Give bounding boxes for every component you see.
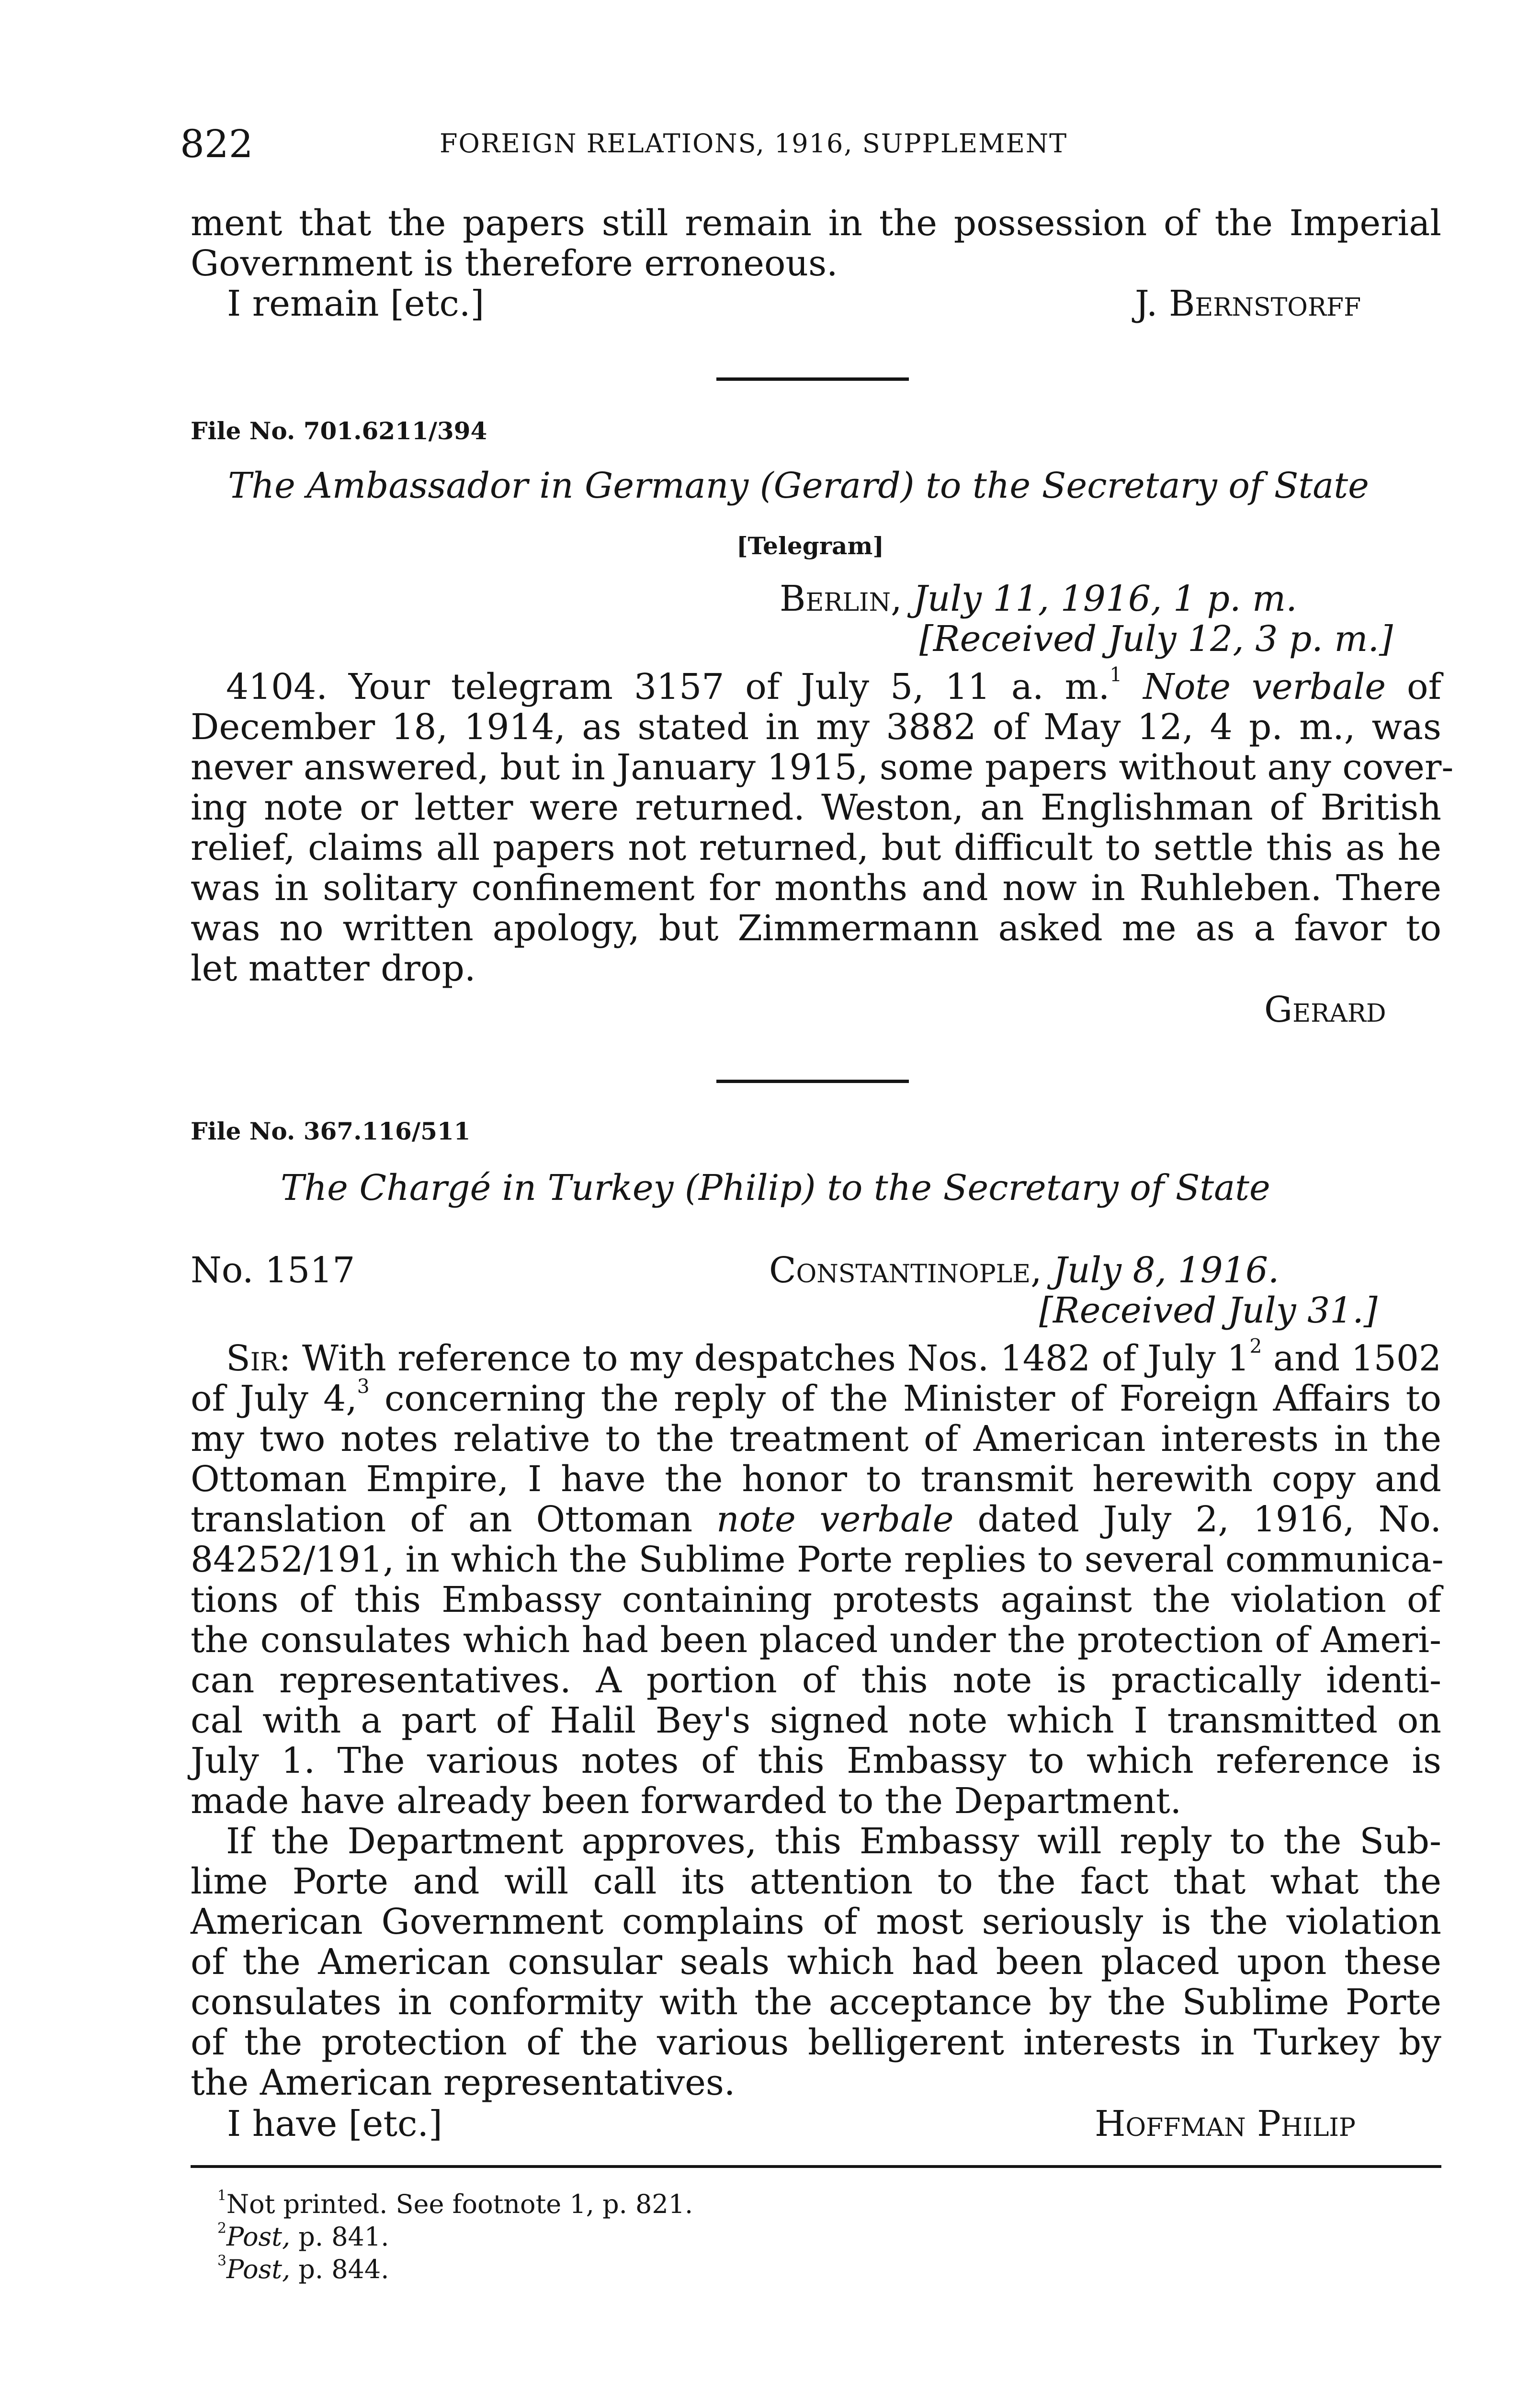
despatch-p1-line-1: Sir: With reference to my despatches Nos. 1482 of July $1^2$ and 1502 bbox=[226, 1334, 1441, 1379]
despatch-p1-line-5: translation of an Ottoman note verbale dated July 2, 1916, No. bbox=[191, 1499, 1442, 1540]
despatch-p1-line-12: made have already been forwarded to the Department. bbox=[191, 1780, 1182, 1822]
despatch-closing: I have [etc.] bbox=[227, 2103, 442, 2144]
received-date: [Received July 12, 3 p. m.] bbox=[919, 618, 1393, 660]
despatch-p2-line-1: If the Department approves, this Embassy will reply to the Sub- bbox=[226, 1821, 1441, 1862]
telegram-signature: Gerard bbox=[1264, 989, 1386, 1030]
telegram-line-5: relief, claims all papers not returned, but difficult to settle this as he bbox=[191, 827, 1441, 868]
despatch-p1-line-9: can representatives. A portion of this note is practically identi- bbox=[191, 1660, 1441, 1701]
telegram-line-8: let matter drop. bbox=[191, 948, 476, 989]
footnote-3: $^3$Post, p. 844. bbox=[217, 2252, 389, 2284]
running-title: FOREIGN RELATIONS, 1916, SUPPLEMENT bbox=[440, 128, 1068, 159]
despatch-signature: Hoffman Philip bbox=[1095, 2103, 1356, 2144]
despatch-p1-line-6: 84252/191, in which the Sublime Porte replies to several communica- bbox=[191, 1539, 1444, 1580]
despatch-p1-line-4: Ottoman Empire, I have the honor to transmit herewith copy and bbox=[191, 1459, 1441, 1500]
document-heading: The Ambassador in Germany (Gerard) to the Secretary of State bbox=[228, 465, 1369, 506]
despatch-p1-line-2: of July 4,$^3$ concerning the reply of the Minister of Foreign Affairs to bbox=[191, 1375, 1442, 1419]
dateline-date: July 8, 1916. bbox=[1053, 1250, 1280, 1291]
despatch-p2-line-6: of the protection of the various belligerent interests in Turkey by bbox=[191, 2022, 1441, 2063]
despatch-number: No. 1517 bbox=[191, 1250, 355, 1291]
file-number: File No. 701.6211/394 bbox=[191, 417, 487, 445]
heading-name: Gerard bbox=[773, 465, 901, 506]
telegram-line-6: was in solitary confinement for months and now in Ruhleben. There bbox=[191, 867, 1441, 909]
footnote-rule bbox=[191, 2165, 1441, 2168]
despatch-p1-line-11: July 1. The various notes of this Embassy to which reference is bbox=[191, 1740, 1441, 1781]
dateline-place: Berlin, bbox=[780, 578, 902, 619]
file-number: File No. 367.116/511 bbox=[191, 1117, 471, 1145]
despatch-p1-line-10: cal with a part of Halil Bey's signed note which I transmitted on bbox=[191, 1700, 1441, 1741]
despatch-p2-line-5: consulates in conformity with the acceptance by the Sublime Porte bbox=[191, 1982, 1441, 2023]
section-divider bbox=[716, 377, 909, 381]
prev-letter-closing: I remain [etc.] bbox=[227, 283, 485, 324]
despatch-p1-line-8: the consulates which had been placed under the protection of Ameri- bbox=[191, 1619, 1441, 1661]
page-number: 822 bbox=[180, 122, 253, 166]
dateline-date: July 11, 1916, 1 p. m. bbox=[913, 578, 1297, 619]
telegram-line-4: ing note or letter were returned. Weston, an Englishman of British bbox=[191, 787, 1441, 828]
dateline bbox=[780, 579, 1297, 619]
dateline-place: Constantinople, bbox=[769, 1250, 1042, 1291]
prev-letter-line-2: Government is therefore erroneous. bbox=[191, 243, 838, 284]
despatch-p2-line-4: of the American consular seals which had been placed upon these bbox=[191, 1941, 1441, 1983]
despatch-p2-line-3: American Government complains of most seriously is the violation bbox=[191, 1901, 1441, 1942]
telegram-line-7: was no written apology, but Zimmermann asked me as a favor to bbox=[191, 908, 1441, 949]
despatch-p1-line-7: tions of this Embassy containing protests against the violation of bbox=[191, 1579, 1441, 1620]
footnote-1: $^1$Not printed. See footnote 1, p. 821. bbox=[217, 2187, 693, 2219]
footnote-2: $^2$Post, p. 841. bbox=[217, 2220, 389, 2252]
despatch-p2-line-2: lime Porte and will call its attention to the fact that what the bbox=[191, 1861, 1441, 1902]
prev-letter-signature: J. Bernstorff bbox=[1135, 283, 1361, 324]
telegram-line-1: 4104. Your telegram 3157 of July 5, 11 a. m.$^1$ Note verbale of bbox=[226, 663, 1441, 707]
telegram-line-3: never answered, but in January 1915, some papers without any cover- bbox=[191, 747, 1454, 788]
telegram-line-2: December 18, 1914, as stated in my 3882 of May 12, 4 p. m., was bbox=[191, 707, 1441, 748]
despatch-p2-line-7: the American representatives. bbox=[191, 2062, 736, 2103]
prev-letter-line-1: ment that the papers still remain in the possession of the Imperial bbox=[191, 203, 1441, 244]
heading-name: Philip bbox=[698, 1167, 802, 1209]
document-heading: The Chargé in Turkey (Philip) to the Secretary of State bbox=[281, 1167, 1270, 1209]
document-type: [Telegram] bbox=[736, 532, 884, 560]
received-date: [Received July 31.] bbox=[1039, 1290, 1378, 1331]
section-divider bbox=[716, 1080, 909, 1083]
dateline bbox=[769, 1250, 1279, 1290]
despatch-p1-line-3: my two notes relative to the treatment of American interests in the bbox=[191, 1418, 1441, 1460]
